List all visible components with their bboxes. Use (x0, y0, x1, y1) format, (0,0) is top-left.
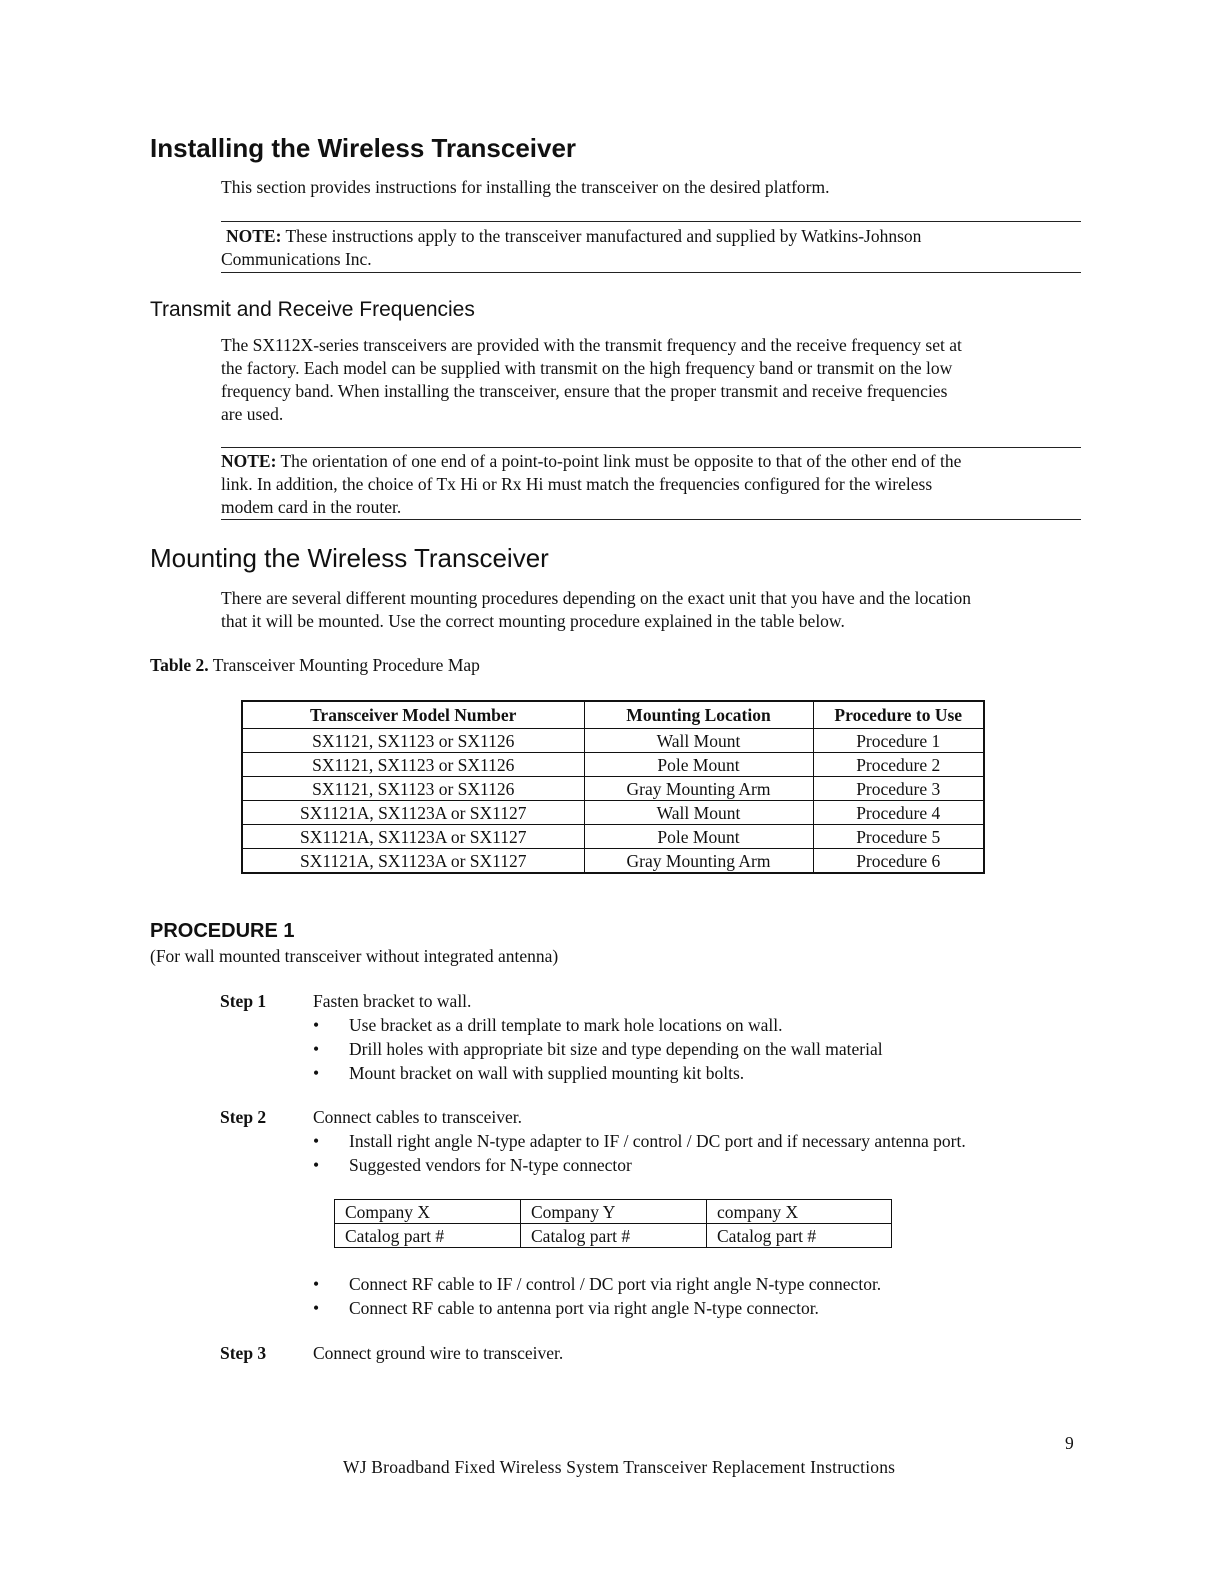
step-2-text: Connect cables to transceiver. (313, 1107, 522, 1127)
table-row (242, 849, 984, 874)
table-caption (150, 654, 480, 677)
frequency-paragraph (221, 334, 962, 426)
table-cell: Company X (335, 1200, 521, 1224)
table-cell: Gray Mounting Arm (584, 849, 813, 874)
table-row (242, 825, 984, 849)
table-cell: SX1121, SX1123 or SX1126 (242, 729, 584, 753)
note-1 (226, 225, 921, 248)
table-cell: SX1121A, SX1123A or SX1127 (242, 849, 584, 874)
table-cell: Procedure 5 (813, 825, 984, 849)
table-cell: Procedure 3 (813, 777, 984, 801)
note-bottom-rule (221, 519, 1081, 520)
table-cell: SX1121A, SX1123A or SX1127 (242, 801, 584, 825)
table-row (242, 729, 984, 753)
step-1-label: Step 1 (220, 991, 267, 1011)
list-item-text: Install right angle N-type adapter to IF / control / DC port and if necessary antenna port. (349, 1131, 966, 1151)
table-cell: Pole Mount (584, 753, 813, 777)
table-cell: Pole Mount (584, 825, 813, 849)
table-caption-label: Table 2. (150, 655, 209, 675)
table-caption-text: Transceiver Mounting Procedure Map (208, 655, 480, 675)
note-text: The orientation of one end of a point-to-point link must be opposite to that of the other end of the (276, 451, 962, 471)
table-cell: Catalog part # (707, 1224, 892, 1248)
table-row (335, 1200, 892, 1224)
table-cell: SX1121, SX1123 or SX1126 (242, 753, 584, 777)
table-cell: Procedure 4 (813, 801, 984, 825)
page-number: 9 (1065, 1433, 1074, 1453)
note-1-line2: Communications Inc. (221, 249, 372, 269)
paragraph-line: The SX112X-series transceivers are provided with the transmit frequency and the receive frequency set at (221, 335, 962, 355)
bullet-icon: • (313, 1039, 320, 1059)
list-item-text: Use bracket as a drill template to mark hole locations on wall. (349, 1015, 783, 1035)
bullet-icon: • (313, 1015, 320, 1035)
paragraph-line: There are several different mounting procedures depending on the exact unit that you have and the location (221, 588, 971, 608)
list-item-text: Mount bracket on wall with supplied mounting kit bolts. (349, 1063, 745, 1083)
note-top-rule (221, 447, 1081, 448)
table-cell: Procedure 2 (813, 753, 984, 777)
paragraph-line: frequency band. When installing the transceiver, ensure that the proper transmit and receive frequencies (221, 381, 948, 401)
paragraph-line: that it will be mounted. Use the correct mounting procedure explained in the table below. (221, 611, 845, 631)
table-cell: Wall Mount (584, 801, 813, 825)
note-top-rule (221, 221, 1081, 222)
table-row (242, 777, 984, 801)
bullet-icon: • (313, 1131, 320, 1151)
section-title-mounting: Mounting the Wireless Transceiver (150, 543, 549, 573)
table-cell: SX1121A, SX1123A or SX1127 (242, 825, 584, 849)
table-header-row (242, 701, 984, 729)
list-item-text: Connect RF cable to IF / control / DC port via right angle N-type connector. (349, 1274, 882, 1294)
procedure-title: PROCEDURE 1 (150, 920, 295, 942)
mounting-paragraph (221, 587, 971, 633)
bullet-icon: • (313, 1063, 320, 1083)
table-cell: Catalog part # (521, 1224, 707, 1248)
column-header: Transceiver Model Number (242, 701, 584, 729)
list-item-text: Drill holes with appropriate bit size and type depending on the wall material (349, 1039, 883, 1059)
paragraph-line: the factory. Each model can be supplied with transmit on the high frequency band or transmit on the low (221, 358, 953, 378)
note-2 (221, 450, 961, 519)
bullet-icon: • (313, 1298, 320, 1318)
list-item-text: Connect RF cable to antenna port via right angle N-type connector. (349, 1298, 819, 1318)
page-footer: WJ Broadband Fixed Wireless System Transceiver Replacement Instructions (343, 1457, 896, 1477)
table-cell: Wall Mount (584, 729, 813, 753)
bullet-icon: • (313, 1155, 320, 1175)
bullet-icon: • (313, 1274, 320, 1294)
mounting-procedure-table (241, 700, 985, 874)
note-bottom-rule (221, 272, 1081, 273)
table-cell: Procedure 1 (813, 729, 984, 753)
note-text: link. In addition, the choice of Tx Hi or Rx Hi must match the frequencies configured for the wireless (221, 474, 933, 494)
table-cell: Procedure 6 (813, 849, 984, 874)
step-3-text: Connect ground wire to transceiver. (313, 1343, 564, 1363)
table-row (335, 1224, 892, 1248)
note-text: These instructions apply to the transceiver manufactured and supplied by Watkins-Johnson (281, 226, 922, 246)
intro-paragraph: This section provides instructions for installing the transceiver on the desired platform. (221, 177, 830, 197)
note-text: modem card in the router. (221, 497, 402, 517)
table-cell: SX1121, SX1123 or SX1126 (242, 777, 584, 801)
table-cell: Gray Mounting Arm (584, 777, 813, 801)
note-label: NOTE: (221, 451, 277, 471)
column-header: Procedure to Use (813, 701, 984, 729)
list-item-text: Suggested vendors for N-type connector (349, 1155, 632, 1175)
table-cell: Catalog part # (335, 1224, 521, 1248)
table-cell: company X (707, 1200, 892, 1224)
procedure-subtitle: (For wall mounted transceiver without integrated antenna) (150, 946, 559, 966)
table-row (242, 801, 984, 825)
table-row (242, 753, 984, 777)
page-title: Installing the Wireless Transceiver (150, 133, 577, 163)
table-cell: Company Y (521, 1200, 707, 1224)
subsection-title: Transmit and Receive Frequencies (150, 298, 475, 321)
step-2-label: Step 2 (220, 1107, 267, 1127)
column-header: Mounting Location (584, 701, 813, 729)
vendor-table (334, 1199, 892, 1248)
note-label: NOTE: (226, 226, 282, 246)
step-1-text: Fasten bracket to wall. (313, 991, 472, 1011)
paragraph-line: are used. (221, 404, 284, 424)
step-3-label: Step 3 (220, 1343, 267, 1363)
